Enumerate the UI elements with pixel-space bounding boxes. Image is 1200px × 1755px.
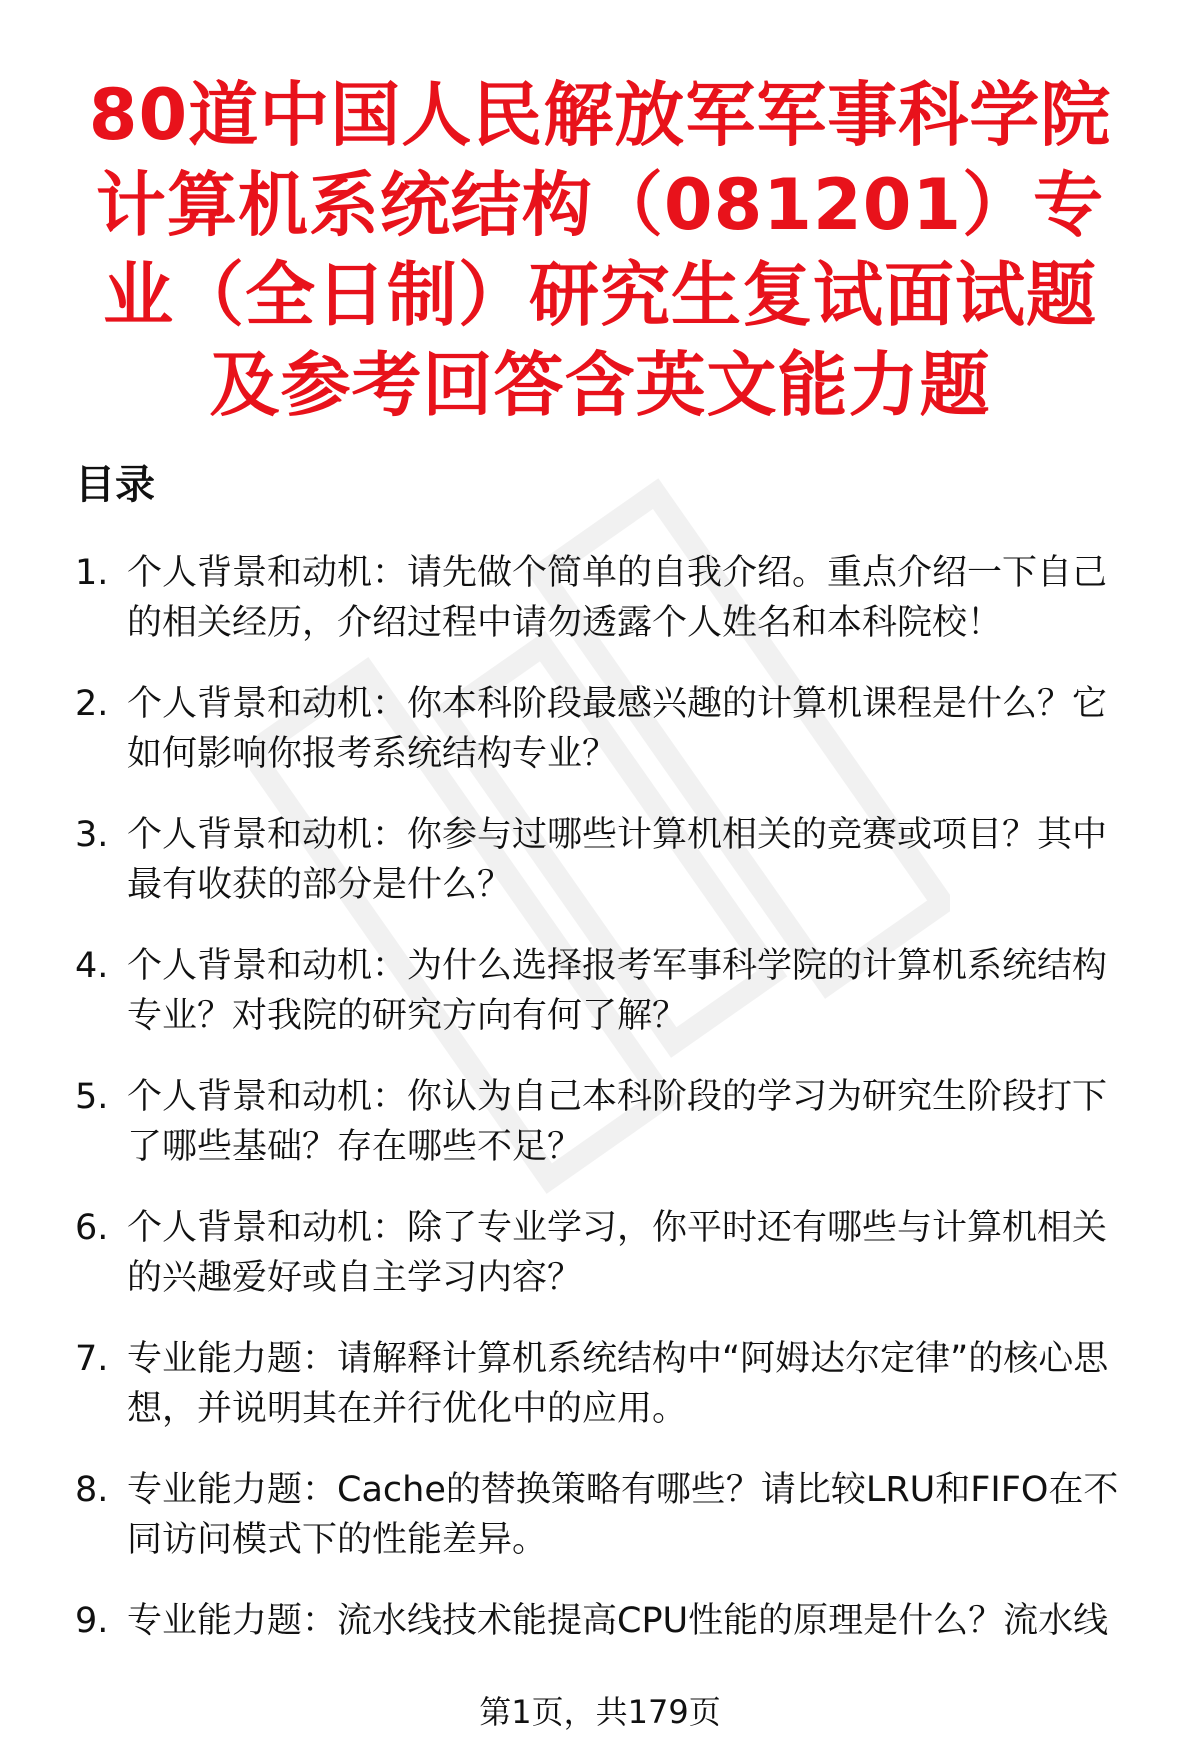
item-text: 专业能力题：请解释计算机系统结构中“阿姆达尔定律”的核心思想，并说明其在并行优化中的应用。	[127, 1339, 1109, 1429]
item-number: 4.	[75, 946, 109, 986]
item-text: 个人背景和动机：除了专业学习，你平时还有哪些与计算机相关的兴趣爱好或自主学习内容？	[127, 1208, 1108, 1298]
list-item	[75, 1465, 1145, 1596]
item-text: 个人背景和动机：你本科阶段最感兴趣的计算机课程是什么？它如何影响你报考系统结构专业？	[127, 684, 1108, 774]
list-item	[75, 941, 1145, 1072]
item-number: 3.	[75, 815, 109, 855]
item-text: 个人背景和动机：你参与过哪些计算机相关的竞赛或项目？其中最有收获的部分是什么？	[127, 815, 1108, 905]
list-item	[75, 1072, 1145, 1203]
question-list	[75, 548, 1145, 1727]
list-item	[75, 679, 1145, 810]
list-item	[75, 810, 1145, 941]
toc-heading: 目录	[75, 462, 155, 508]
item-text: 专业能力题：流水线技术能提高CPU性能的原理是什么？流水线	[127, 1601, 1109, 1641]
item-text: 个人背景和动机：你认为自己本科阶段的学习为研究生阶段打下了哪些基础？存在哪些不足？	[127, 1077, 1108, 1167]
item-number: 8.	[75, 1470, 109, 1510]
item-text: 专业能力题：Cache的替换策略有哪些？请比较LRU和FIFO在不同访问模式下的性能差异。	[127, 1470, 1119, 1560]
item-text: 个人背景和动机：为什么选择报考军事科学院的计算机系统结构专业？对我院的研究方向有何了解？	[127, 946, 1108, 1036]
list-item	[75, 1203, 1145, 1334]
document-title: 80道中国人民解放军军事科学院计算机系统结构（081201）专业（全日制）研究生复试面试题及参考回答含英文能力题	[88, 74, 1112, 426]
item-number: 2.	[75, 684, 109, 724]
list-item	[75, 548, 1145, 679]
item-text: 个人背景和动机：请先做个简单的自我介绍。重点介绍一下自己的相关经历，介绍过程中请勿透露个人姓名和本科院校！	[127, 553, 1108, 643]
item-number: 9.	[75, 1601, 109, 1641]
item-number: 7.	[75, 1339, 109, 1379]
item-number: 6.	[75, 1208, 109, 1248]
item-number: 1.	[75, 553, 109, 593]
list-item	[75, 1334, 1145, 1465]
item-number: 5.	[75, 1077, 109, 1117]
page-footer: 第1页，共179页	[479, 1693, 721, 1731]
